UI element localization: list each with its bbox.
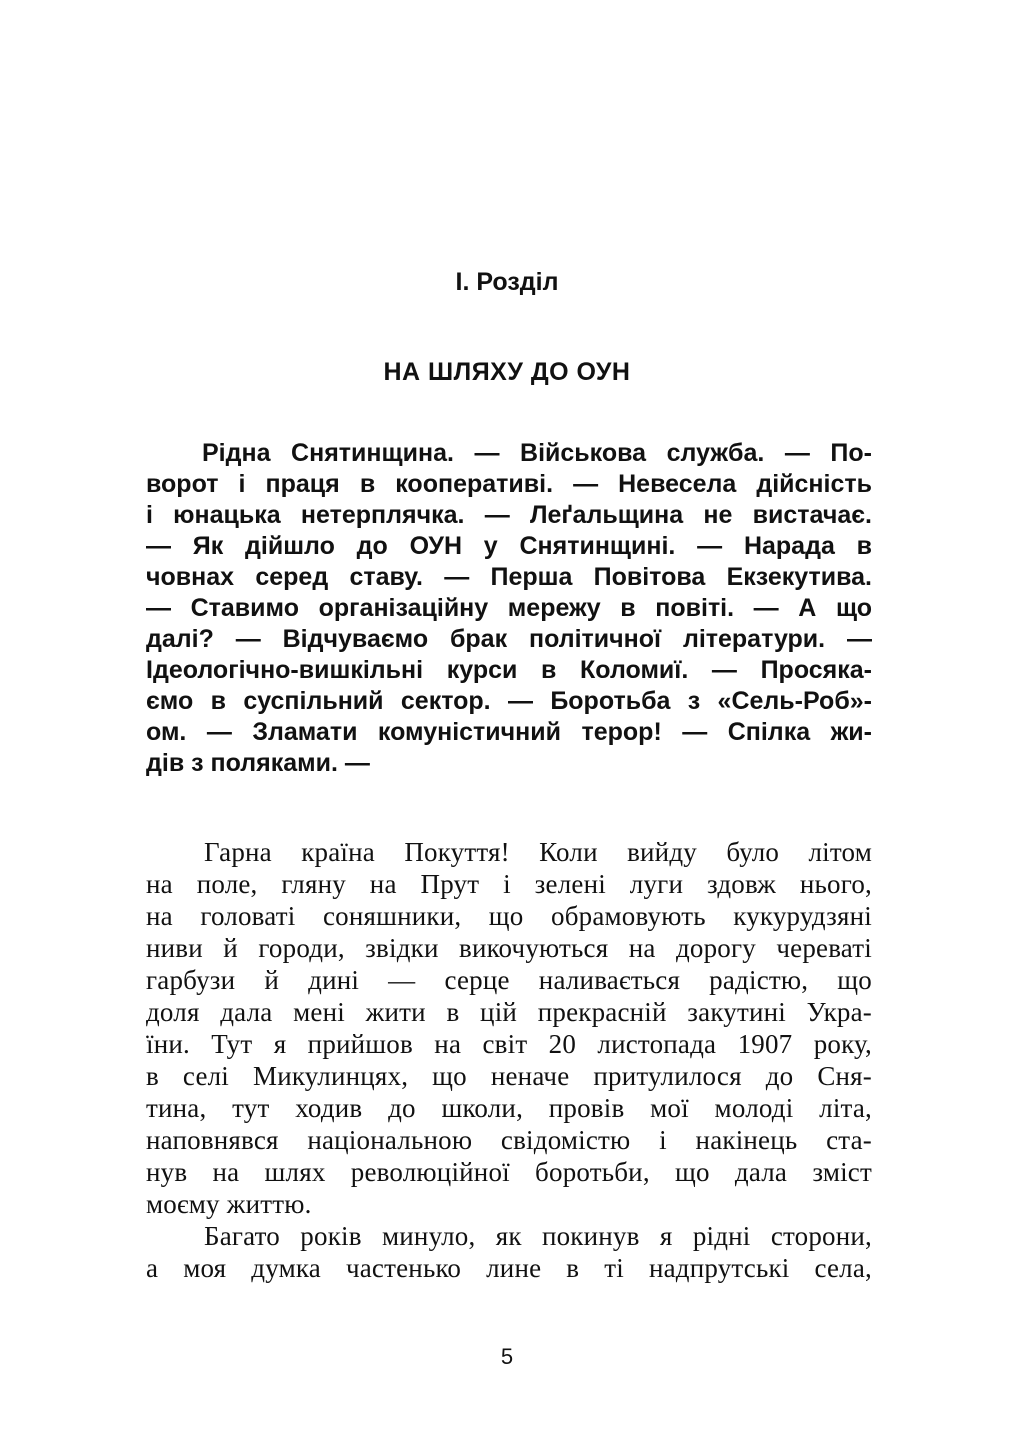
- summary-line: ворот і праця в кооперативі. — Невесела дійсність: [146, 470, 872, 498]
- page-number: 5: [500, 1344, 514, 1369]
- chapter-summary: [146, 438, 872, 779]
- text-line: Багато років минуло, як покинув я рідні сторони,: [204, 1221, 872, 1251]
- text-line: доля дала мені жити в цій прекрасній закутині Укра-: [146, 997, 872, 1027]
- summary-line: Рідна Снятинщина. — Військова служба. — По-: [202, 439, 872, 467]
- summary-line: і юнацька нетерплячка. — Леґальщина не вистачає.: [146, 501, 872, 529]
- text-line: в селі Микулинцях, що неначе притулилося до Сня-: [146, 1061, 872, 1091]
- summary-line: — Ставимо організаційну мережу в повіті. — А що: [146, 594, 872, 622]
- summary-line: човнах серед ставу. — Перша Повітова Екзекутива.: [146, 563, 872, 591]
- summary-line: далі? — Відчуваємо брак політичної літератури. —: [146, 625, 872, 653]
- body-text: [146, 836, 872, 1284]
- text-line: їни. Тут я прийшов на світ 20 листопада 1907 року,: [146, 1029, 872, 1059]
- paragraph: [146, 836, 872, 1220]
- text-line: на поле, гляну на Прут і зелені луги здовж нього,: [146, 869, 872, 899]
- text-line: наповнявся національною свідомістю і накінець ста-: [146, 1125, 872, 1155]
- summary-line: ом. — Зламати комуністичний терор! — Спілка жи-: [146, 718, 872, 746]
- text-line: гарбузи й дині — серце наливається радістю, що: [146, 965, 872, 995]
- summary-line: дів з поляками. —: [146, 749, 370, 777]
- summary-line: Ідеологічно-вишкільні курси в Коломиї. — Просяка-: [146, 656, 872, 684]
- text-line: нув на шлях революційної боротьби, що дала зміст: [146, 1157, 872, 1187]
- paragraph: [146, 1220, 872, 1284]
- text-line: а моя думка частенько лине в ті надпрутські села,: [146, 1253, 872, 1283]
- text-line: ниви й городи, звідки викочуються на дорогу череваті: [146, 933, 872, 963]
- summary-line: — Як дійшло до ОУН у Снятинщині. — Нарада в: [146, 532, 872, 560]
- chapter-number: І. Розділ: [455, 268, 559, 296]
- summary-line: ємо в суспільний сектор. — Боротьба з «Сель-Роб»-: [146, 687, 872, 715]
- text-line: тина, тут ходив до школи, провів мої молоді літа,: [146, 1093, 872, 1123]
- text-line: моєму життю.: [146, 1189, 312, 1219]
- chapter-title: НА ШЛЯХУ ДО ОУН: [383, 358, 631, 386]
- text-line: на головаті соняшники, що обрамовують кукурудзяні: [146, 901, 872, 931]
- text-line: Гарна країна Покуття! Коли вийду було літом: [204, 837, 872, 867]
